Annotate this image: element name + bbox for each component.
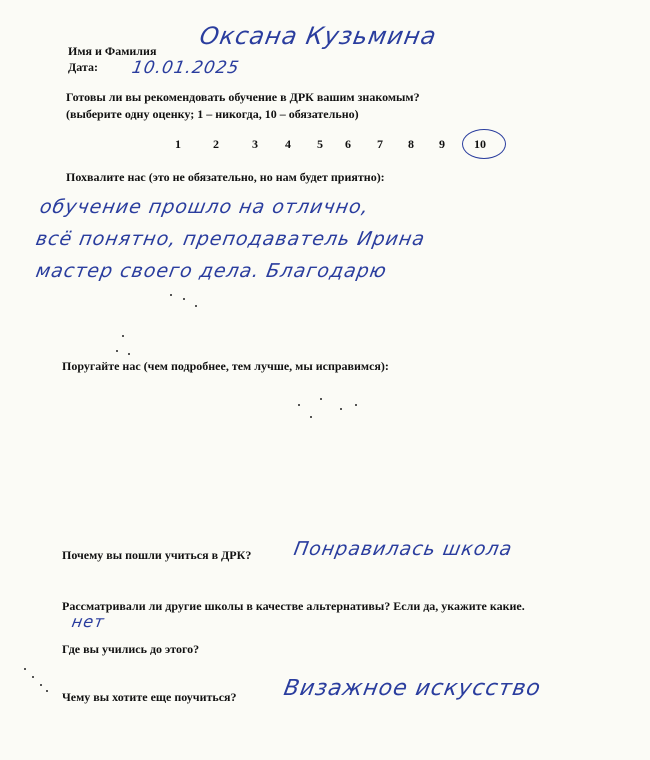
alternatives-label: Рассматривали ли другие школы в качестве альтернативы? Если да, укажите какие. [62,599,525,613]
praise-label: Похвалите нас (это не обязательно, но нам будет приятно): [66,170,385,184]
selected-score-circle [462,129,506,159]
praise-answer-line-1: обучение прошло на отлично, [38,196,371,218]
praise-answer-line-3: мастер своего дела. Благодарю [34,260,389,282]
date-answer: 10.01.2025 [130,58,242,78]
why-answer: Понравилась школа [292,538,515,560]
prior-label: Где вы учились до этого? [62,642,200,656]
recommend-hint: (выберите одну оценку; 1 – никогда, 10 – обязательно) [66,107,359,121]
scale-option-4: 4 [285,137,291,151]
name-answer: Оксана Кузьмина [197,22,440,50]
praise-answer-line-2: всё понятно, преподаватель Ирина [34,228,428,250]
scale-option-6: 6 [345,137,351,151]
scale-option-10: 10 [474,137,486,151]
scale-option-3: 3 [252,137,258,151]
scale-option-5: 5 [317,137,323,151]
why-label: Почему вы пошли учиться в ДРК? [62,548,252,562]
scale-option-1: 1 [175,137,181,151]
scale-option-7: 7 [377,137,383,151]
scale-option-8: 8 [408,137,414,151]
name-label: Имя и Фамилия [68,44,157,58]
next-answer: Визажное искусство [281,676,544,701]
criticize-label: Поругайте нас (чем подробнее, тем лучше, мы исправимся): [62,359,389,373]
scale-option-9: 9 [439,137,445,151]
scale-option-2: 2 [213,137,219,151]
next-label: Чему вы хотите еще поучиться? [62,690,237,704]
recommend-question: Готовы ли вы рекомендовать обучение в ДРК вашим знакомым? [66,90,420,104]
alternatives-answer: нет [70,612,107,631]
date-label: Дата: [68,60,98,74]
